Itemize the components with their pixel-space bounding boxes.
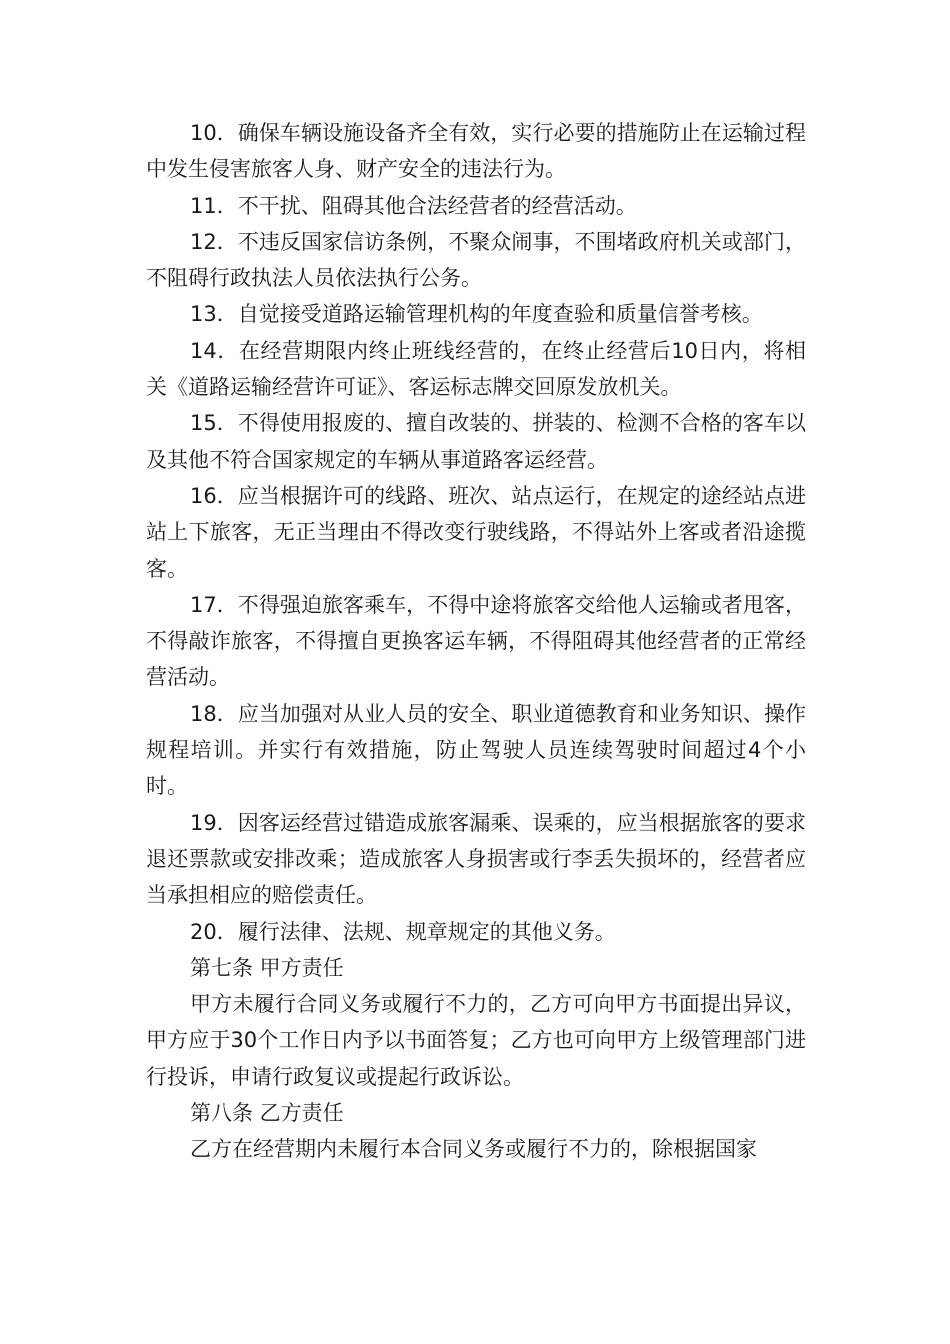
paragraph-party-a-liability: 甲方未履行合同义务或履行不力的，乙方可向甲方书面提出异议，甲方应于30个工作日内予以书面答复；乙方也可向甲方上级管理部门进行投诉，申请行政复议或提起行政诉讼。 (146, 992, 806, 1089)
paragraph-party-b-liability: 乙方在经营期内未履行本合同义务或履行不力的，除根据国家 (190, 1137, 757, 1162)
paragraph-item-10: 10．确保车辆设施设备齐全有效，实行必要的措施防止在运输过程中发生侵害旅客人身、财产安全的违法行为。 (146, 121, 806, 182)
paragraph-item-20: 20．履行法律、法规、规章规定的其他义务。 (190, 919, 616, 944)
paragraph-item-15: 15．不得使用报废的、擅自改装的、拼装的、检测不合格的客车以及其他不符合国家规定的车辆从事道路客运经营。 (146, 411, 806, 472)
paragraph-item-11: 11．不干扰、阻碍其他合法经营者的经营活动。 (190, 193, 637, 218)
paragraph-item-14: 14．在经营期限内终止班线经营的，在终止经营后10日内，将相关《道路运输经营许可证》、客运标志牌交回原发放机关。 (146, 338, 806, 400)
document-body (146, 115, 806, 1168)
paragraph-item-12: 12．不违反国家信访条例，不聚众闹事，不围堵政府机关或部门，不阻碍行政执法人员依法执行公务。 (146, 229, 806, 291)
paragraph-item-17: 17．不得强迫旅客乘车，不得中途将旅客交给他人运输或者甩客，不得敲诈旅客，不得擅自更换客运车辆，不得阻碍其他经营者的正常经营活动。 (146, 592, 806, 690)
paragraph-item-19: 19．因客运经营过错造成旅客漏乘、误乘的，应当根据旅客的要求退还票款或安排改乘；造成旅客人身损害或行李丢失损坏的，经营者应当承担相应的赔偿责任。 (146, 810, 806, 908)
paragraph-item-13: 13．自觉接受道路运输管理机构的年度查验和质量信誉考核。 (190, 302, 763, 327)
paragraph-item-18: 18．应当加强对从业人员的安全、职业道德教育和业务知识、操作规程培训。并实行有效措施，防止驾驶人员连续驾驶时间超过4个小时。 (146, 701, 806, 799)
section-heading-article-8: 第八条 乙方责任 (190, 1101, 344, 1126)
paragraph-item-16: 16．应当根据许可的线路、班次、站点运行，在规定的途经站点进站上下旅客，无正当理由不得改变行驶线路，不得站外上客或者沿途揽客。 (146, 483, 806, 581)
section-heading-article-7: 第七条 甲方责任 (190, 955, 344, 980)
